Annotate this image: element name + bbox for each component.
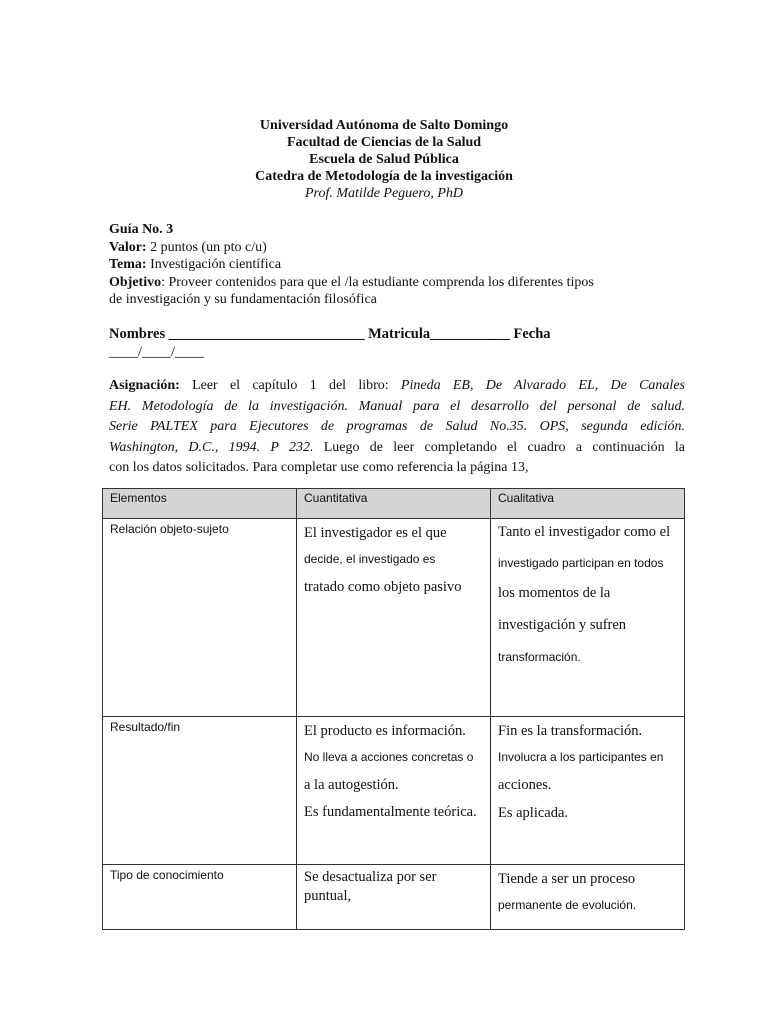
cell-line: transformación. bbox=[498, 650, 581, 664]
qualitative-cell bbox=[491, 519, 685, 717]
cell-line: decide, el investigado es bbox=[304, 552, 436, 566]
table-row bbox=[103, 865, 685, 930]
qualitative-cell bbox=[491, 717, 685, 865]
table-row bbox=[103, 519, 685, 717]
cell-line: Es aplicada. bbox=[498, 805, 569, 821]
reference-text: Serie PALTEX para Ejecutores de programas de Salud No.35. OPS, segunda edición. bbox=[109, 419, 685, 434]
cell-line: Tanto el investigador como el bbox=[498, 524, 671, 540]
cell-line: investigación y sufren bbox=[498, 617, 627, 633]
reference-text: EH. Metodología de la investigación. Manual para el desarrollo del personal de salud. bbox=[109, 398, 685, 414]
guide-info bbox=[109, 221, 669, 309]
cell-line: No lleva a acciones concretas o bbox=[304, 750, 474, 764]
cell-line: los momentos de la bbox=[498, 585, 611, 601]
cell-line: investigado participan en todos bbox=[498, 556, 664, 570]
document-header bbox=[0, 117, 768, 202]
cell-line: acciones. bbox=[498, 777, 552, 793]
quantitative-cell bbox=[297, 717, 491, 865]
date-field: ____/____/____ bbox=[109, 344, 205, 360]
row-label: Resultado/fin bbox=[103, 717, 297, 865]
faculty-name: Facultad de Ciencias de la Salud bbox=[286, 135, 482, 150]
quantitative-cell bbox=[297, 519, 491, 717]
reference-text: Washington, D.C., 1994. P 232. bbox=[109, 439, 314, 455]
cell-line: El producto es información. bbox=[304, 723, 466, 739]
reference-text: Pineda EB, De Alvarado EL, De Canales bbox=[400, 378, 685, 393]
professor-name: Prof. Matilde Peguero, PhD bbox=[305, 186, 463, 201]
column-header: Cualitativa bbox=[491, 489, 685, 519]
cell-line: Es fundamentalmente teórica. bbox=[304, 804, 477, 820]
cell-line: El investigador es el que bbox=[304, 525, 447, 541]
cell-line: Tiende a ser un proceso bbox=[498, 871, 636, 887]
cell-line: Involucra a los participantes en bbox=[498, 750, 664, 764]
school-name: Escuela de Salud Pública bbox=[309, 152, 459, 167]
cell-line: a la autogestión. bbox=[304, 777, 399, 793]
student-form bbox=[109, 325, 679, 361]
row-label: Tipo de conocimiento bbox=[103, 865, 297, 930]
column-header: Elementos bbox=[103, 489, 297, 519]
cell-line: permanente de evolución. bbox=[498, 898, 637, 912]
objective-label: Objetivo bbox=[109, 274, 162, 290]
table-row bbox=[103, 717, 685, 865]
column-header: Cuantitativa bbox=[297, 489, 491, 519]
topic-label: Tema: bbox=[109, 257, 147, 272]
value-label: Valor: bbox=[109, 239, 147, 255]
guide-title: Guía No. 3 bbox=[109, 222, 174, 237]
qualitative-cell bbox=[491, 865, 685, 930]
assignment-label: Asignación: bbox=[109, 378, 180, 393]
objective-text-2: de investigación y su fundamentación filosófica bbox=[109, 292, 377, 307]
assignment-paragraph bbox=[109, 376, 685, 479]
cell-line: tratado como objeto pasivo bbox=[304, 579, 462, 595]
cell-line: Se desactualiza por ser puntual, bbox=[304, 869, 437, 904]
value-text: 2 puntos (un pto c/u) bbox=[150, 239, 267, 255]
assignment-text: Leer el capítulo 1 del libro: bbox=[192, 378, 389, 393]
quantitative-cell bbox=[297, 865, 491, 930]
objective-text-1: : Proveer contenidos para que el /la estudiante comprenda los diferentes tipos bbox=[161, 274, 594, 290]
comparison-table bbox=[102, 488, 685, 930]
row-label: Relación objeto-sujeto bbox=[103, 519, 297, 717]
assignment-text: Luego de leer completando el cuadro a continuación la bbox=[323, 439, 686, 455]
assignment-text: con los datos solicitados. Para completar use como referencia la página 13, bbox=[109, 460, 529, 475]
university-name: Universidad Autónoma de Salto Domingo bbox=[259, 118, 509, 133]
topic-text: Investigación científica bbox=[150, 257, 282, 272]
form-fields-line: Nombres ___________________________ Matricula___________ Fecha bbox=[109, 326, 551, 342]
table-header-row bbox=[103, 489, 685, 519]
chair-name: Catedra de Metodología de la investigación bbox=[255, 169, 513, 184]
cell-line: Fin es la transformación. bbox=[498, 723, 643, 739]
